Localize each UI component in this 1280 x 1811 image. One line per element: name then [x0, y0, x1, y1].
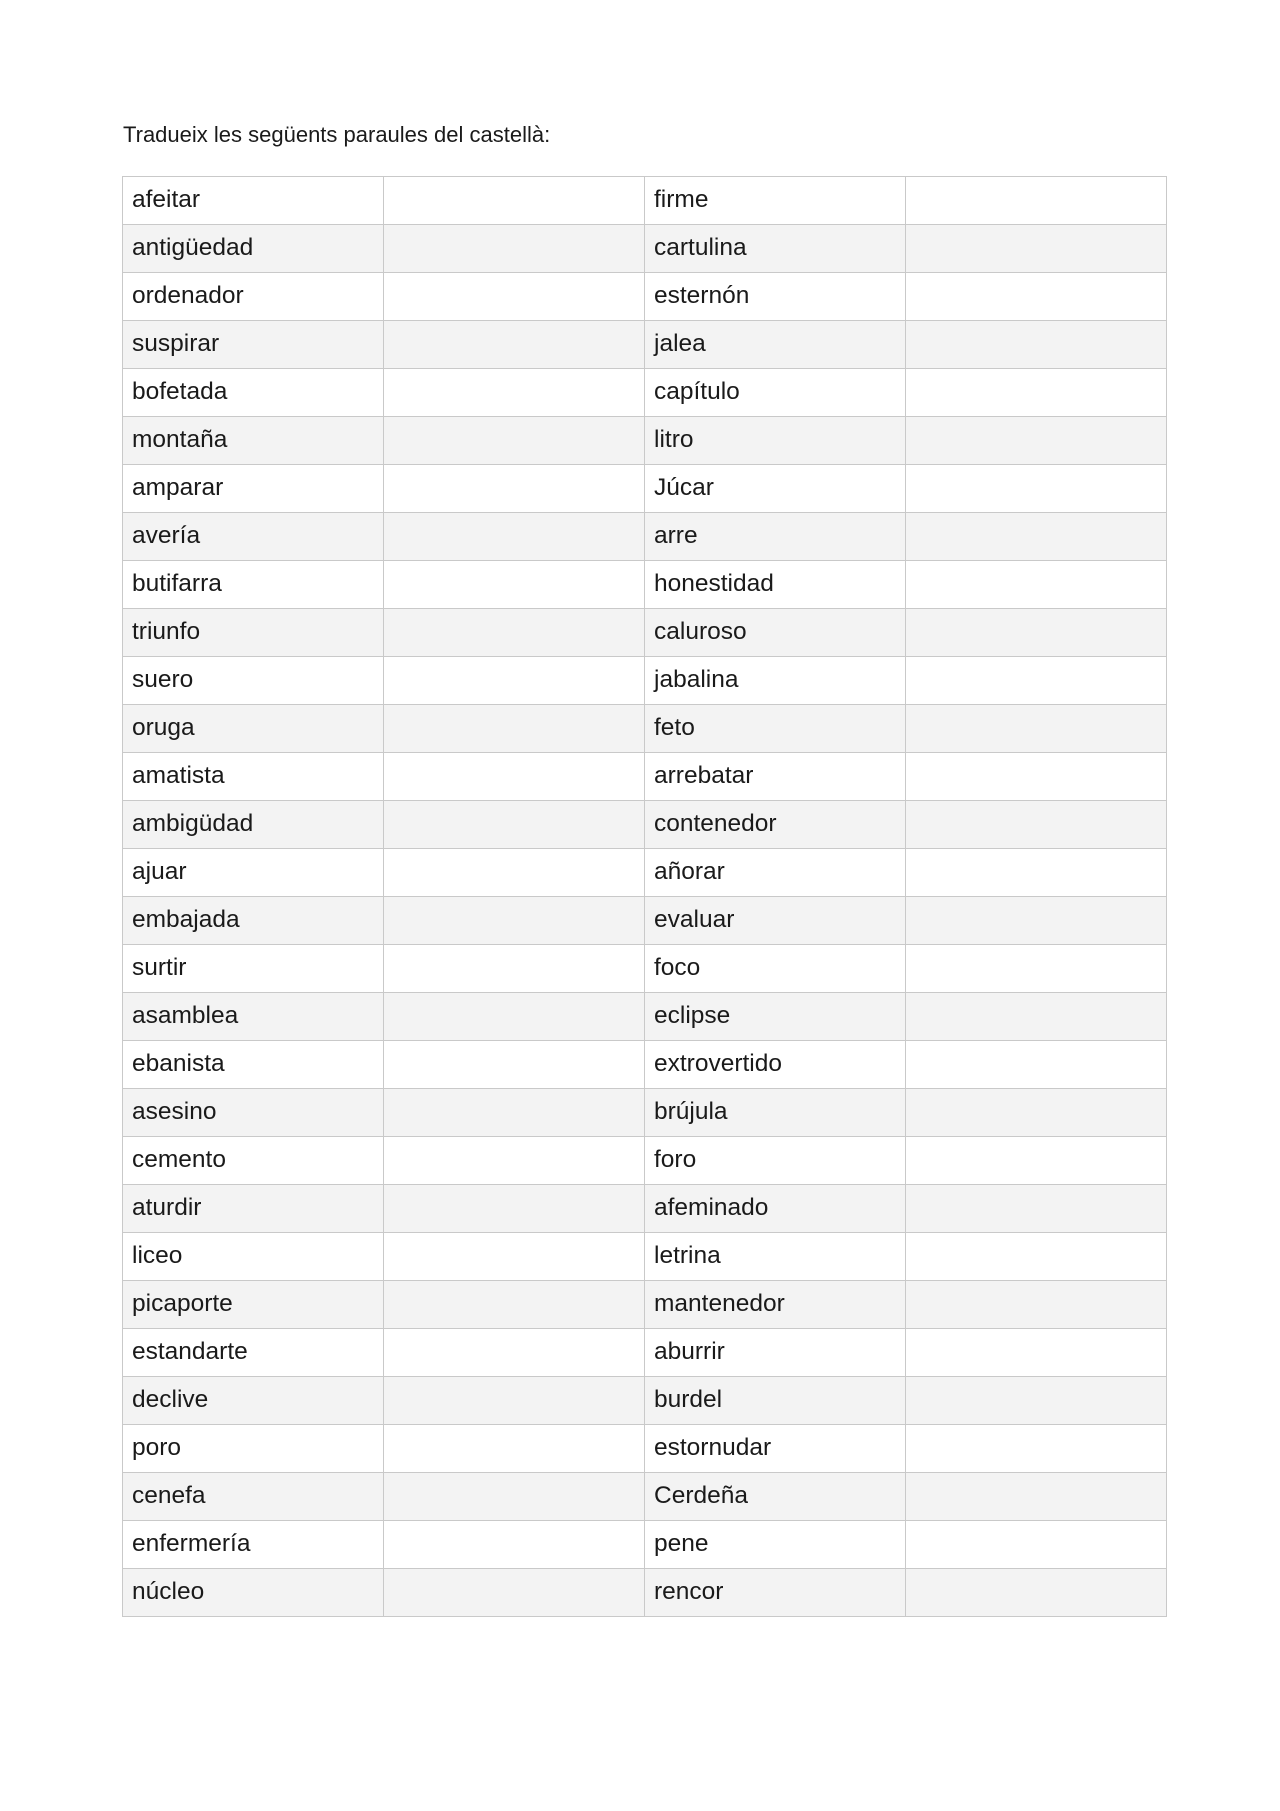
table-row	[123, 1041, 1167, 1089]
table-row	[123, 753, 1167, 801]
spanish-word-left: estandarte	[123, 1329, 384, 1377]
spanish-word-left: aturdir	[123, 1185, 384, 1233]
answer-cell-left[interactable]	[384, 801, 645, 849]
table-row	[123, 705, 1167, 753]
spanish-word-left: avería	[123, 513, 384, 561]
spanish-word-right: arrebatar	[645, 753, 906, 801]
answer-cell-right[interactable]	[906, 369, 1167, 417]
table-row	[123, 369, 1167, 417]
answer-cell-right[interactable]	[906, 561, 1167, 609]
spanish-word-right: honestidad	[645, 561, 906, 609]
table-row	[123, 1425, 1167, 1473]
spanish-word-left: ebanista	[123, 1041, 384, 1089]
answer-cell-right[interactable]	[906, 705, 1167, 753]
spanish-word-right: evaluar	[645, 897, 906, 945]
table-row	[123, 897, 1167, 945]
table-row	[123, 513, 1167, 561]
answer-cell-left[interactable]	[384, 225, 645, 273]
spanish-word-left: enfermería	[123, 1521, 384, 1569]
table-row	[123, 1233, 1167, 1281]
spanish-word-right: estornudar	[645, 1425, 906, 1473]
answer-cell-right[interactable]	[906, 1233, 1167, 1281]
table-row	[123, 177, 1167, 225]
answer-cell-left[interactable]	[384, 513, 645, 561]
answer-cell-left[interactable]	[384, 945, 645, 993]
table-row	[123, 417, 1167, 465]
table-row	[123, 1521, 1167, 1569]
answer-cell-right[interactable]	[906, 1425, 1167, 1473]
answer-cell-left[interactable]	[384, 465, 645, 513]
spanish-word-right: arre	[645, 513, 906, 561]
answer-cell-right[interactable]	[906, 897, 1167, 945]
answer-cell-left[interactable]	[384, 369, 645, 417]
answer-cell-left[interactable]	[384, 1473, 645, 1521]
answer-cell-left[interactable]	[384, 1377, 645, 1425]
spanish-word-left: amparar	[123, 465, 384, 513]
table-row	[123, 1281, 1167, 1329]
table-row	[123, 849, 1167, 897]
table-row	[123, 993, 1167, 1041]
answer-cell-right[interactable]	[906, 753, 1167, 801]
answer-cell-left[interactable]	[384, 1185, 645, 1233]
spanish-word-right: litro	[645, 417, 906, 465]
spanish-word-left: surtir	[123, 945, 384, 993]
spanish-word-left: embajada	[123, 897, 384, 945]
answer-cell-right[interactable]	[906, 801, 1167, 849]
table-row	[123, 1137, 1167, 1185]
spanish-word-left: suspirar	[123, 321, 384, 369]
table-row	[123, 1185, 1167, 1233]
answer-cell-left[interactable]	[384, 1569, 645, 1617]
spanish-word-right: esternón	[645, 273, 906, 321]
answer-cell-left[interactable]	[384, 1425, 645, 1473]
table-row	[123, 465, 1167, 513]
spanish-word-right: cartulina	[645, 225, 906, 273]
spanish-word-left: núcleo	[123, 1569, 384, 1617]
spanish-word-left: cenefa	[123, 1473, 384, 1521]
table-row	[123, 321, 1167, 369]
spanish-word-right: añorar	[645, 849, 906, 897]
spanish-word-right: aburrir	[645, 1329, 906, 1377]
answer-cell-left[interactable]	[384, 1281, 645, 1329]
answer-cell-left[interactable]	[384, 705, 645, 753]
answer-cell-left[interactable]	[384, 753, 645, 801]
spanish-word-left: asamblea	[123, 993, 384, 1041]
spanish-word-right: foco	[645, 945, 906, 993]
spanish-word-left: ambigüdad	[123, 801, 384, 849]
answer-cell-right[interactable]	[906, 1185, 1167, 1233]
answer-cell-right[interactable]	[906, 1521, 1167, 1569]
spanish-word-right: mantenedor	[645, 1281, 906, 1329]
spanish-word-right: capítulo	[645, 369, 906, 417]
spanish-word-right: contenedor	[645, 801, 906, 849]
spanish-word-left: triunfo	[123, 609, 384, 657]
answer-cell-left[interactable]	[384, 417, 645, 465]
spanish-word-right: extrovertido	[645, 1041, 906, 1089]
spanish-word-right: pene	[645, 1521, 906, 1569]
spanish-word-right: burdel	[645, 1377, 906, 1425]
answer-cell-right[interactable]	[906, 945, 1167, 993]
answer-cell-left[interactable]	[384, 897, 645, 945]
answer-cell-right[interactable]	[906, 225, 1167, 273]
spanish-word-left: afeitar	[123, 177, 384, 225]
answer-cell-right[interactable]	[906, 1281, 1167, 1329]
vocabulary-table	[122, 176, 1167, 1617]
spanish-word-right: foro	[645, 1137, 906, 1185]
answer-cell-right[interactable]	[906, 1329, 1167, 1377]
instruction-text: Tradueix les següents paraules del castellà:	[123, 122, 551, 147]
answer-cell-left[interactable]	[384, 1137, 645, 1185]
answer-cell-left[interactable]	[384, 1521, 645, 1569]
spanish-word-left: butifarra	[123, 561, 384, 609]
table-row	[123, 657, 1167, 705]
table-row	[123, 1473, 1167, 1521]
spanish-word-left: antigüedad	[123, 225, 384, 273]
answer-cell-left[interactable]	[384, 609, 645, 657]
spanish-word-left: montaña	[123, 417, 384, 465]
answer-cell-right[interactable]	[906, 417, 1167, 465]
answer-cell-left[interactable]	[384, 1329, 645, 1377]
spanish-word-right: rencor	[645, 1569, 906, 1617]
answer-cell-left[interactable]	[384, 993, 645, 1041]
answer-cell-right[interactable]	[906, 1473, 1167, 1521]
spanish-word-left: amatista	[123, 753, 384, 801]
spanish-word-right: caluroso	[645, 609, 906, 657]
spanish-word-right: eclipse	[645, 993, 906, 1041]
table-row	[123, 1089, 1167, 1137]
spanish-word-left: oruga	[123, 705, 384, 753]
vocabulary-table-body	[123, 177, 1167, 1617]
answer-cell-left[interactable]	[384, 1041, 645, 1089]
answer-cell-right[interactable]	[906, 273, 1167, 321]
spanish-word-right: feto	[645, 705, 906, 753]
spanish-word-left: declive	[123, 1377, 384, 1425]
answer-cell-right[interactable]	[906, 1089, 1167, 1137]
answer-cell-right[interactable]	[906, 321, 1167, 369]
spanish-word-left: ordenador	[123, 273, 384, 321]
answer-cell-left[interactable]	[384, 177, 645, 225]
answer-cell-right[interactable]	[906, 1041, 1167, 1089]
table-row	[123, 225, 1167, 273]
spanish-word-left: asesino	[123, 1089, 384, 1137]
table-row	[123, 561, 1167, 609]
spanish-word-right: firme	[645, 177, 906, 225]
answer-cell-left[interactable]	[384, 657, 645, 705]
spanish-word-right: Júcar	[645, 465, 906, 513]
spanish-word-left: poro	[123, 1425, 384, 1473]
answer-cell-left[interactable]	[384, 321, 645, 369]
spanish-word-right: jabalina	[645, 657, 906, 705]
table-row	[123, 1377, 1167, 1425]
spanish-word-left: liceo	[123, 1233, 384, 1281]
answer-cell-right[interactable]	[906, 1569, 1167, 1617]
table-row	[123, 1329, 1167, 1377]
spanish-word-right: jalea	[645, 321, 906, 369]
spanish-word-right: Cerdeña	[645, 1473, 906, 1521]
answer-cell-left[interactable]	[384, 561, 645, 609]
spanish-word-left: cemento	[123, 1137, 384, 1185]
answer-cell-right[interactable]	[906, 993, 1167, 1041]
spanish-word-left: ajuar	[123, 849, 384, 897]
answer-cell-right[interactable]	[906, 465, 1167, 513]
answer-cell-left[interactable]	[384, 1089, 645, 1137]
answer-cell-left[interactable]	[384, 1233, 645, 1281]
spanish-word-right: letrina	[645, 1233, 906, 1281]
spanish-word-left: suero	[123, 657, 384, 705]
spanish-word-left: bofetada	[123, 369, 384, 417]
table-row	[123, 945, 1167, 993]
answer-cell-right[interactable]	[906, 657, 1167, 705]
answer-cell-right[interactable]	[906, 1377, 1167, 1425]
table-row	[123, 1569, 1167, 1617]
answer-cell-right[interactable]	[906, 849, 1167, 897]
spanish-word-right: afeminado	[645, 1185, 906, 1233]
table-row	[123, 273, 1167, 321]
table-row	[123, 801, 1167, 849]
answer-cell-right[interactable]	[906, 513, 1167, 561]
table-row	[123, 609, 1167, 657]
answer-cell-right[interactable]	[906, 1137, 1167, 1185]
spanish-word-right: brújula	[645, 1089, 906, 1137]
answer-cell-left[interactable]	[384, 849, 645, 897]
spanish-word-left: picaporte	[123, 1281, 384, 1329]
answer-cell-right[interactable]	[906, 177, 1167, 225]
answer-cell-right[interactable]	[906, 609, 1167, 657]
answer-cell-left[interactable]	[384, 273, 645, 321]
